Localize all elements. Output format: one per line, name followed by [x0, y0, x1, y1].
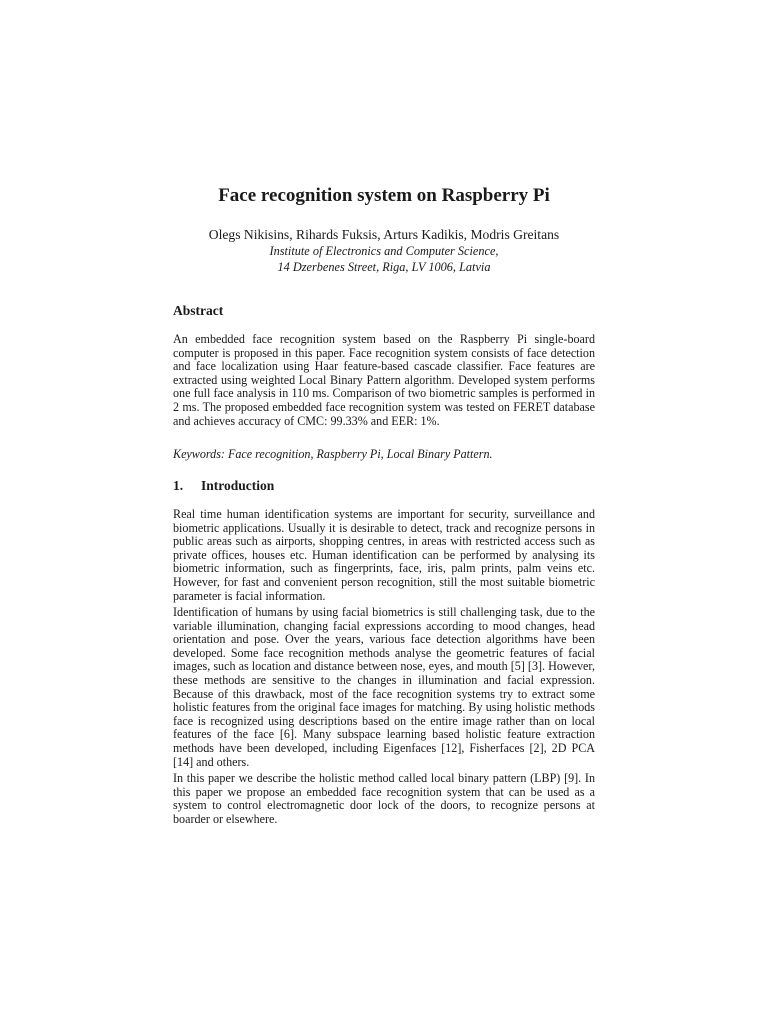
keywords: Keywords: Face recognition, Raspberry Pi, Local Binary Pattern. — [173, 447, 493, 461]
introduction-paragraph-3: In this paper we describe the holistic method called local binary pattern (LBP) [9]. In this paper we propose an embedded face recognition system that can be used as a system to control electromagnetic door lock of the doors, to recognize persons at boarder or elsewhere. — [173, 771, 595, 826]
affiliation-line-2: 14 Dzerbenes Street, Riga, LV 1006, Latvia — [277, 260, 491, 274]
affiliation-line-1: Institute of Electronics and Computer Science, — [269, 244, 499, 258]
introduction-paragraph-1: Real time human identification systems are important for security, surveillance and biometric applications. Usually it is desirable to detect, track and recognize persons in public areas such as airports, shopping centres, in areas with restricted access such as private offices, houses etc. Human identification can be performed by analysing its biometric information, such as fingerprints, face, iris, palm prints, palm veins etc. However, for fast and convenient person recognition, still the most suitable biometric parameter is facial information. — [173, 507, 595, 603]
introduction-paragraph-2: Identification of humans by using facial biometrics is still challenging task, due to the variable illumination, changing facial expressions according to mood changes, head orientation and pose. Over the years, various face detection algorithms have been developed. Some face recognition methods analyse the geometric features of facial images, such as location and distance between nose, eyes, and mouth [5] [3]. However, these methods are sensitive to the changes in illumination and facial expression. Because of this drawback, most of the face recognition systems try to extract some holistic features from the original face images for matching. By using holistic methods face is recognized using descriptions based on the entire image rather than on local features of the face [6]. Many subspace learning based holistic feature extraction methods have been developed, including Eigenfaces [12], Fisherfaces [2], 2D PCA [14] and others. — [173, 605, 595, 769]
abstract-heading: Abstract — [173, 303, 224, 318]
section-title: Introduction — [201, 478, 275, 493]
author-list: Olegs Nikisins, Rihards Fuksis, Arturs Kadikis, Modris Greitans — [208, 227, 560, 242]
paper-title: Face recognition system on Raspberry Pi — [218, 185, 550, 206]
introduction-heading — [173, 477, 274, 495]
section-number: 1. — [173, 478, 184, 493]
abstract-text: An embedded face recognition system based on the Raspberry Pi single-board computer is proposed in this paper. Face recognition system consists of face detection and face localization using Haar feature-based cascade classifier. Face features are extracted using weighted Local Binary Pattern algorithm. Developed system performs one full face analysis in 110 ms. Comparison of two biometric samples is performed in 2 ms. The proposed embedded face recognition system was tested on FERET database and achieves accuracy of CMC: 99.33% and EER: 1%. — [173, 332, 595, 428]
